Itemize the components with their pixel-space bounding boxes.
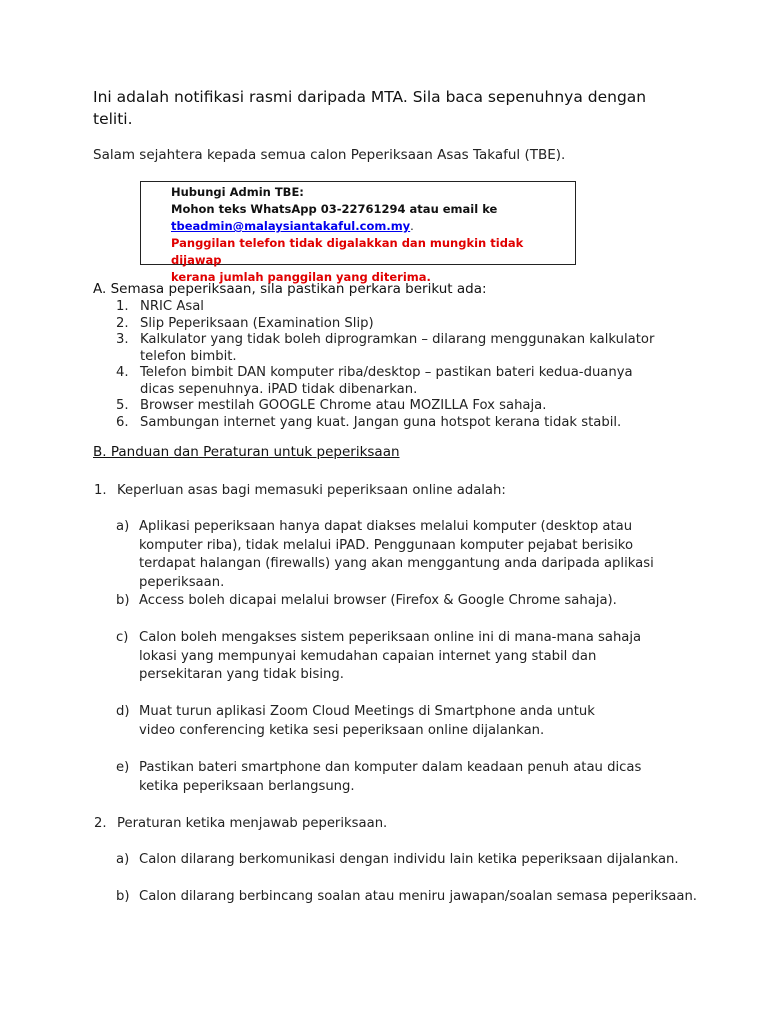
section-b-item-2b: b) Calon dilarang berbincang soalan atau meniru jawapan/soalan semasa peperiksaan. <box>116 889 697 904</box>
section-b-item-1e: e) Pastikan bateri smartphone dan komputer dalam keadaan penuh atau dicas ketika peperiksaan berlangsung. <box>116 760 642 794</box>
list-item: 3. Kalkulator yang tidak boleh diprogramkan – dilarang menggunakan kalkulator telefon bimbit. <box>116 332 655 364</box>
section-a-list <box>116 299 676 431</box>
contact-title: Hubungi Admin TBE: <box>171 185 304 199</box>
contact-email-line <box>171 218 575 235</box>
list-item: 5. Browser mestilah GOOGLE Chrome atau MOZILLA Fox sahaja. <box>116 398 547 413</box>
contact-box <box>140 181 576 284</box>
list-item: 6. Sambungan internet yang kuat. Jangan guna hotspot kerana tidak stabil. <box>116 414 622 430</box>
section-b-item-1a: a) Aplikasi peperiksaan hanya dapat diakses melalui komputer (desktop atau komputer riba), tidak melalui iPAD. Penggunaan komputer pejabat berisiko terdapat halangan (firewalls) yang akan menggantung anda daripada aplikasi peperiksaan. <box>116 519 654 590</box>
warning-line-2: kerana jumlah panggilan yang diterima. <box>171 270 431 284</box>
list-item: 4. Telefon bimbit DAN komputer riba/desktop – pastikan bateri kedua-duanya dicas sepenuhnya. iPAD tidak dibenarkan. <box>116 365 633 397</box>
section-b-item-1c: c) Calon boleh mengakses sistem peperiksaan online ini di mana-mana sahaja lokasi yang mempunyai kemudahan capaian internet yang stabil dan persekitaran yang tidak bising. <box>116 630 642 682</box>
section-b-item-1: 1. Keperluan asas bagi memasuki peperiksaan online adalah: <box>94 483 506 498</box>
section-b-item-2: 2. Peraturan ketika menjawab peperiksaan. <box>94 816 388 831</box>
greeting-text: Salam sejahtera kepada semua calon Peperiksaan Asas Takaful (TBE). <box>93 147 566 163</box>
list-item: 2. Slip Peperiksaan (Examination Slip) <box>116 315 374 331</box>
list-item: 1. NRIC Asal <box>116 299 204 314</box>
section-b-item-2a: a) Calon dilarang berkomunikasi dengan individu lain ketika peperiksaan dijalankan. <box>116 852 679 867</box>
section-b-item-1d: d) Muat turun aplikasi Zoom Cloud Meetings di Smartphone anda untuk video conferencing ketika sesi peperiksaan online dijalankan. <box>116 704 595 738</box>
notice-heading: Ini adalah notifikasi rasmi daripada MTA. Sila baca sepenuhnya dengan teliti. <box>93 88 647 128</box>
contact-line: Mohon teks WhatsApp 03-22761294 atau email ke <box>171 202 498 216</box>
email-link[interactable]: tbeadmin@malaysiantakaful.com.my <box>171 219 411 233</box>
section-b-title: B. Panduan dan Peraturan untuk peperiksaan <box>93 444 400 460</box>
warning-line-1: Panggilan telefon tidak digalakkan dan mungkin tidak dijawap <box>171 236 524 267</box>
section-b-item-1b: b) Access boleh dicapai melalui browser (Firefox & Google Chrome sahaja). <box>116 593 617 608</box>
email-suffix: . <box>410 219 414 233</box>
section-a-title: A. Semasa peperiksaan, sila pastikan perkara berikut ada: <box>93 281 487 297</box>
